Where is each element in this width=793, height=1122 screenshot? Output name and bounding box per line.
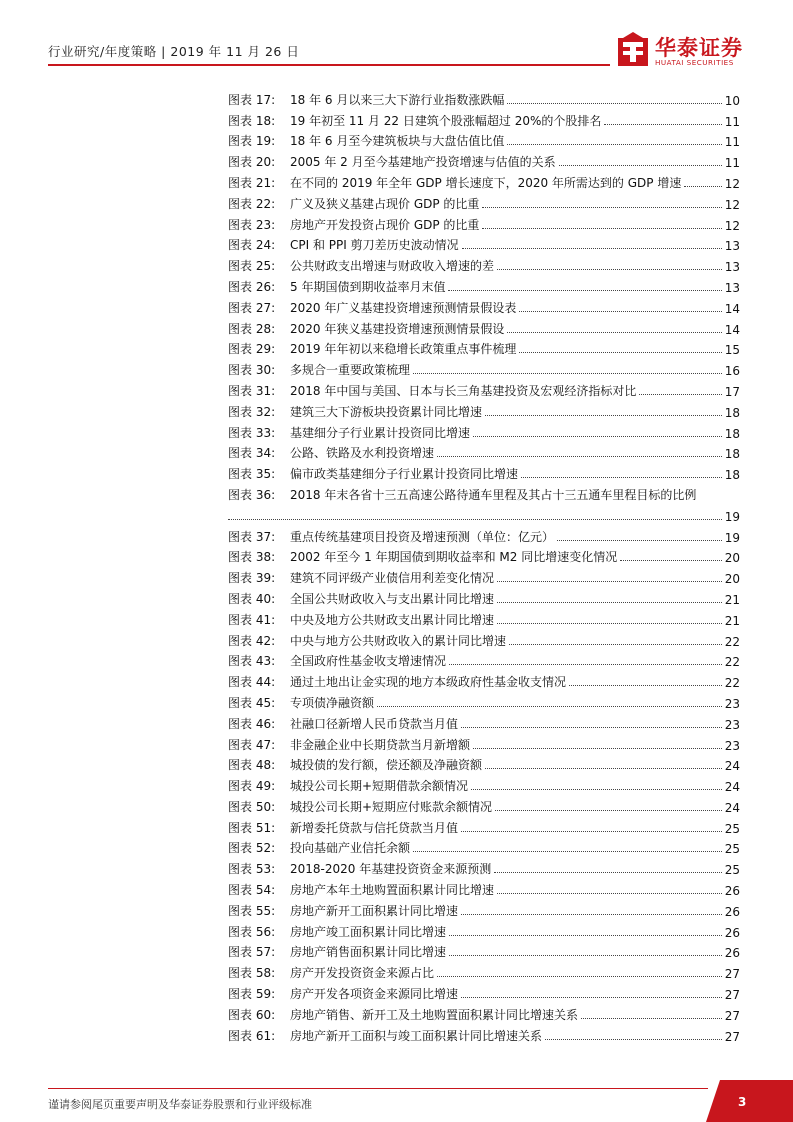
toc-figure-number: 图表 31: [228,383,276,398]
toc-dot-leader [507,144,721,145]
toc-figure-number: 图表 23: [228,217,276,232]
toc-dot-leader [485,415,722,416]
toc-figure-title: 公共财政支出增速与财政收入增速的差 [290,259,495,274]
toc-dot-leader [620,560,721,561]
toc-dot-leader [497,893,722,894]
toc-entry[interactable] [228,690,740,711]
toc-page-number: 27 [724,988,740,1003]
toc-page-number: 20 [724,551,740,566]
toc-figure-number: 图表 46: [228,716,276,731]
toc-figure-title: 2005 年 2 月至今基建地产投资增速与估值的关系 [290,155,556,170]
toc-dot-leader [559,165,722,166]
toc-figure-number: 图表 33: [228,425,276,440]
toc-page-number: 10 [724,93,740,108]
toc-figure-number: 图表 19: [228,134,276,149]
toc-figure-title: 18 年 6 月以来三大下游行业指数涨跌幅 [290,92,505,107]
footer-divider [48,1088,708,1089]
toc-figure-number: 图表 18: [228,113,276,128]
toc-entry[interactable] [228,170,740,191]
company-logo [617,30,747,70]
toc-figure-number: 图表 21: [228,175,276,190]
toc-entry[interactable] [228,628,740,649]
header-divider [48,64,610,66]
toc-dot-leader [462,248,722,249]
toc-page-number: 26 [724,925,740,940]
toc-figure-number: 图表 43: [228,654,276,669]
toc-page-number: 13 [724,280,740,295]
toc-dot-leader [449,664,722,665]
toc-figure-title: 基建细分子行业累计投资同比增速 [290,425,471,440]
toc-figure-title: 房地产开发投资占现价 GDP 的比重 [290,217,480,232]
toc-dot-leader [437,456,722,457]
toc-figure-title: 重点传统基建项目投资及增速预测（单位：亿元） [290,529,555,544]
toc-page-number: 12 [724,176,740,191]
toc-page-number: 11 [724,114,740,129]
toc-dot-leader [437,976,722,977]
toc-dot-leader [497,269,722,270]
toc-page-number: 18 [724,468,740,483]
toc-dot-leader [448,290,721,291]
toc-page-number: 21 [724,613,740,628]
toc-figure-number: 图表 28: [228,321,276,336]
toc-figure-number: 图表 59: [228,987,276,1002]
toc-entry[interactable] [228,669,740,690]
toc-dot-leader [557,540,722,541]
toc-figure-number: 图表 47: [228,737,276,752]
toc-figure-title: 房地产销售面积累计同比增速 [290,945,447,960]
toc-figure-number: 图表 20: [228,155,276,170]
toc-dot-leader [684,186,721,187]
toc-dot-leader [461,997,722,998]
toc-dot-leader [449,935,722,936]
toc-entry[interactable] [228,856,740,877]
toc-figure-number: 图表 58: [228,966,276,981]
toc-figure-title: CPI 和 PPI 剪刀差历史波动情况 [290,238,459,253]
toc-entry[interactable] [228,461,740,482]
toc-dot-leader [228,519,722,520]
toc-dot-leader [377,706,722,707]
toc-dot-leader [519,311,721,312]
toc-entry[interactable] [228,378,740,399]
toc-page-number: 26 [724,904,740,919]
toc-page-number: 18 [724,447,740,462]
toc-figure-number: 图表 36: [228,487,276,502]
toc-figure-number: 图表 42: [228,633,276,648]
page-number: 3 [738,1095,747,1109]
toc-entry[interactable] [228,836,740,857]
toc-page-number: 22 [724,676,740,691]
toc-figure-title: 新增委托贷款与信托贷款当月值 [290,820,459,835]
toc-page-number: 18 [724,405,740,420]
toc-figure-title: 偏市政类基建细分子行业累计投资同比增速 [290,467,519,482]
toc-entry[interactable] [228,295,740,316]
toc-figure-title: 2020 年广义基建投资增速预测情景假设表 [290,300,517,315]
toc-page-number: 23 [724,717,740,732]
toc-figure-title: 2018 年中国与美国、日本与长三角基建投资及宏观经济指标对比 [290,383,637,398]
toc-dot-leader [497,602,722,603]
toc-entry[interactable] [228,711,740,732]
toc-page-number: 27 [724,967,740,982]
toc-entry[interactable] [228,794,740,815]
toc-figure-title: 建筑不同评级产业债信用利差变化情况 [290,571,495,586]
toc-figure-number: 图表 50: [228,799,276,814]
toc-entry[interactable] [228,337,740,358]
toc-figure-number: 图表 52: [228,841,276,856]
toc-figure-title: 2002 年至今 1 年期国债到期收益率和 M2 同比增速变化情况 [290,550,618,565]
toc-figure-title: 广义及狭义基建占现价 GDP 的比重 [290,196,480,211]
toc-page-number: 21 [724,592,740,607]
toc-figure-title: 社融口径新增人民币贷款当月值 [290,716,459,731]
toc-dot-leader [495,810,722,811]
toc-page-number: 11 [724,135,740,150]
toc-figure-number: 图表 25: [228,259,276,274]
toc-page-number: 26 [724,884,740,899]
toc-entry[interactable] [228,420,740,441]
toc-dot-leader [497,623,722,624]
toc-page-number: 18 [724,426,740,441]
toc-entry[interactable] [228,357,740,378]
toc-figure-title: 房地产本年土地购置面积累计同比增速 [290,883,495,898]
toc-figure-number: 图表 44: [228,675,276,690]
toc-page-number: 13 [724,239,740,254]
toc-entry[interactable] [228,87,740,108]
toc-page-number: 25 [724,821,740,836]
toc-entry[interactable] [228,149,740,170]
toc-page-number: 20 [724,572,740,587]
toc-figure-number: 图表 56: [228,924,276,939]
toc-entry[interactable] [228,753,740,774]
huatai-logo-icon [617,32,649,68]
toc-figure-number: 图表 49: [228,779,276,794]
toc-page-number: 24 [724,759,740,774]
toc-entry[interactable] [228,565,740,586]
toc-page-number: 17 [724,384,740,399]
toc-figure-title: 全国公共财政收入与支出累计同比增速 [290,591,495,606]
toc-figure-title: 多规合一重要政策梳理 [290,363,411,378]
toc-entry[interactable] [228,815,740,836]
toc-dot-leader [509,644,722,645]
toc-page-number: 13 [724,260,740,275]
toc-entry[interactable] [228,108,740,129]
toc-page-number: 23 [724,738,740,753]
toc-dot-leader [461,914,722,915]
toc-page-number: 12 [724,197,740,212]
toc-entry[interactable] [228,1023,740,1044]
figure-index-list [228,87,740,1044]
toc-entry[interactable] [228,607,740,628]
toc-dot-leader [569,685,722,686]
toc-page-number: 25 [724,863,740,878]
toc-entry[interactable] [228,524,740,545]
toc-figure-title: 投向基础产业信托余额 [290,841,411,856]
toc-figure-number: 图表 40: [228,591,276,606]
header-text: 行业研究/年度策略 | 2019 年 11 月 26 日 [48,44,300,59]
toc-figure-title: 在不同的 2019 年全年 GDP 增长速度下，2020 年所需达到的 GDP 增速 [290,175,682,190]
toc-entry[interactable] [228,253,740,274]
toc-figure-number: 图表 57: [228,945,276,960]
toc-figure-title: 建筑三大下游板块投资累计同比增速 [290,404,483,419]
toc-dot-leader [449,955,722,956]
toc-entry[interactable] [228,919,740,940]
toc-figure-number: 图表 35: [228,467,276,482]
toc-dot-leader [473,748,722,749]
toc-entry[interactable] [228,732,740,753]
toc-page-number: 19 [724,530,740,545]
toc-page-number: 15 [724,343,740,358]
toc-page-number: 12 [724,218,740,233]
toc-figure-title: 中央与地方公共财政收入的累计同比增速 [290,633,507,648]
toc-dot-leader [473,436,722,437]
toc-dot-leader [482,207,721,208]
toc-figure-title: 18 年 6 月至今建筑板块与大盘估值比值 [290,134,505,149]
toc-page-number: 22 [724,655,740,670]
toc-figure-number: 图表 53: [228,862,276,877]
toc-figure-title: 房地产新开工面积累计同比增速 [290,903,459,918]
toc-page-number: 14 [724,301,740,316]
toc-dot-leader [639,394,721,395]
toc-figure-title: 2018-2020 年基建投资资金来源预测 [290,862,492,877]
toc-dot-leader [461,727,722,728]
toc-page-number: 24 [724,780,740,795]
toc-figure-number: 图表 29: [228,342,276,357]
toc-figure-number: 图表 26: [228,279,276,294]
toc-figure-number: 图表 24: [228,238,276,253]
toc-page-number: 23 [724,696,740,711]
toc-dot-leader [494,872,721,873]
toc-figure-title: 19 年初至 11 月 22 日建筑个股涨幅超过 20%的个股排名 [290,113,602,128]
toc-figure-title: 城投债的发行额，偿还额及净融资额 [290,758,483,773]
toc-figure-number: 图表 22: [228,196,276,211]
toc-entry[interactable] [228,191,740,212]
toc-page-number: 22 [724,634,740,649]
toc-entry[interactable] [228,898,740,919]
toc-entry[interactable] [228,274,740,295]
toc-page-number: 11 [724,156,740,171]
toc-page-number: 25 [724,842,740,857]
toc-dot-leader [507,332,721,333]
toc-figure-title: 2020 年狭义基建投资增速预测情景假设 [290,321,505,336]
toc-figure-title: 城投公司长期+短期应付账款余额情况 [290,799,493,814]
toc-dot-leader [471,789,722,790]
toc-dot-leader [545,1039,722,1040]
toc-figure-number: 图表 51: [228,820,276,835]
toc-entry[interactable] [228,773,740,794]
toc-figure-number: 图表 60: [228,1007,276,1022]
toc-figure-title: 中央及地方公共财政支出累计同比增速 [290,612,495,627]
toc-figure-title: 通过土地出让金实现的地方本级政府性基金收支情况 [290,675,567,690]
toc-figure-number: 图表 17: [228,92,276,107]
toc-page-number: 19 [724,509,740,524]
toc-figure-title: 5 年期国债到期收益率月末值 [290,279,446,294]
toc-figure-title: 专项债净融资额 [290,695,375,710]
footer-disclaimer: 谨请参阅尾页重要声明及华泰证券股票和行业评级标准 [48,1098,312,1111]
toc-figure-title: 2019 年年初以来稳增长政策重点事件梳理 [290,342,517,357]
toc-figure-number: 图表 41: [228,612,276,627]
toc-figure-title: 非金融企业中长期贷款当月新增额 [290,737,471,752]
toc-page-number: 26 [724,946,740,961]
toc-entry[interactable] [228,233,740,254]
toc-dot-leader [413,373,722,374]
toc-entry[interactable] [228,441,740,462]
toc-entry[interactable] [228,316,740,337]
toc-page-number: 24 [724,800,740,815]
toc-figure-title: 全国政府性基金收支增速情况 [290,654,447,669]
toc-figure-title: 2018 年末各省十三五高速公路待通车里程及其占十三五通车里程目标的比例 [290,487,697,502]
toc-figure-number: 图表 32: [228,404,276,419]
toc-entry[interactable] [228,940,740,961]
toc-figure-number: 图表 45: [228,695,276,710]
page-number-tab [706,1080,793,1122]
toc-entry[interactable] [228,399,740,420]
toc-entry[interactable] [228,129,740,150]
toc-figure-number: 图表 30: [228,363,276,378]
logo-english-name: HUATAI SECURITIES [655,58,734,67]
toc-page-number: 27 [724,1008,740,1023]
toc-entry[interactable] [228,1002,740,1023]
toc-entry[interactable] [228,960,740,981]
toc-figure-title: 房地产新开工面积与竣工面积累计同比增速关系 [290,1028,543,1043]
toc-figure-number: 图表 54: [228,883,276,898]
logo-chinese-name: 华泰证券 [655,36,743,60]
toc-figure-number: 图表 27: [228,300,276,315]
toc-entry[interactable] [228,482,740,503]
toc-figure-number: 图表 38: [228,550,276,565]
toc-dot-leader [519,352,721,353]
toc-entry[interactable] [228,212,740,233]
toc-figure-number: 图表 37: [228,529,276,544]
toc-dot-leader [604,124,721,125]
toc-entry[interactable] [228,981,740,1002]
toc-figure-number: 图表 55: [228,903,276,918]
toc-dot-leader [497,581,722,582]
toc-dot-leader [485,768,722,769]
toc-figure-number: 图表 34: [228,446,276,461]
toc-dot-leader [581,1018,722,1019]
toc-figure-number: 图表 61: [228,1028,276,1043]
toc-figure-title: 公路、铁路及水利投资增速 [290,446,435,461]
toc-entry-continuation[interactable] [228,503,740,524]
toc-entry[interactable] [228,649,740,670]
toc-dot-leader [507,103,721,104]
toc-figure-number: 图表 39: [228,571,276,586]
toc-dot-leader [521,477,722,478]
toc-entry[interactable] [228,545,740,566]
toc-figure-title: 房地产竣工面积累计同比增速 [290,924,447,939]
toc-entry[interactable] [228,586,740,607]
toc-page-number: 27 [724,1029,740,1044]
toc-dot-leader [413,851,722,852]
toc-figure-title: 房产开发各项资金来源同比增速 [290,987,459,1002]
toc-page-number: 16 [724,364,740,379]
toc-page-number: 14 [724,322,740,337]
toc-entry[interactable] [228,877,740,898]
toc-dot-leader [461,831,722,832]
toc-figure-title: 房地产销售、新开工及土地购置面积累计同比增速关系 [290,1007,579,1022]
toc-dot-leader [482,228,721,229]
toc-figure-title: 房产开发投资资金来源占比 [290,966,435,981]
toc-figure-number: 图表 48: [228,758,276,773]
toc-figure-title: 城投公司长期+短期借款余额情况 [290,779,469,794]
